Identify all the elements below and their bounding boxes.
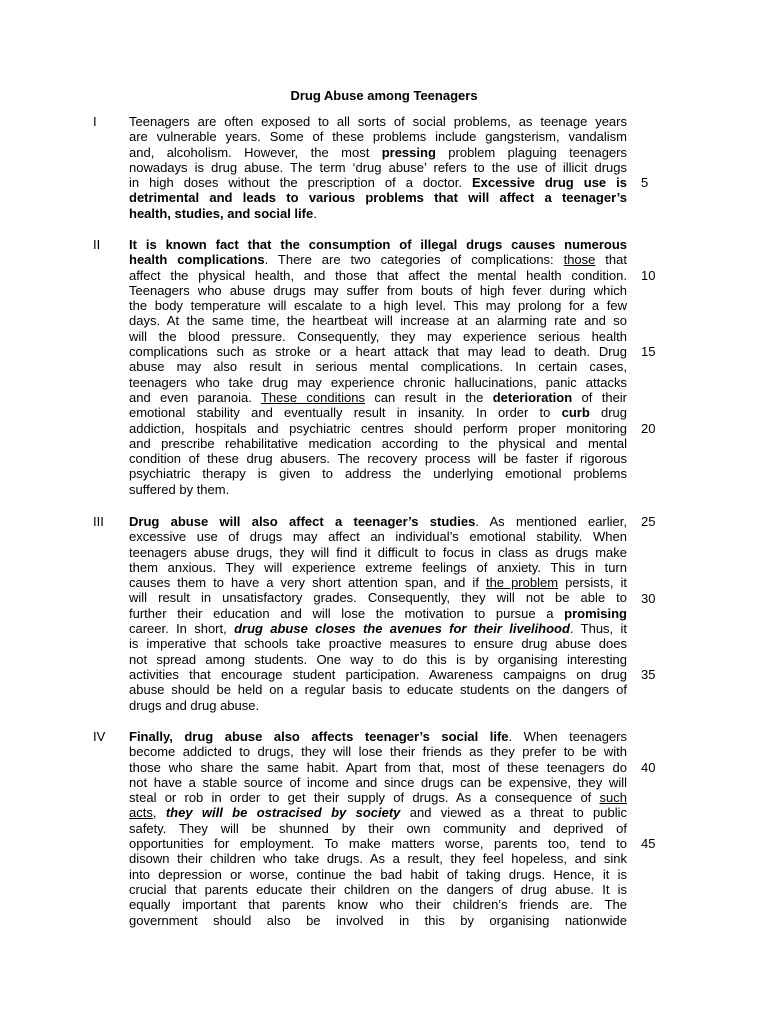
text-line: causes them to have a very short attention span, and if the problem persists, it bbox=[129, 575, 627, 591]
text-line: activities that encourage student participation. Awareness campaigns on drug bbox=[129, 666, 627, 682]
page-title: Drug Abuse among Teenagers bbox=[290, 88, 478, 103]
text-line: not have a stable source of income and since drugs can be expensive, they will bbox=[129, 774, 627, 790]
text-line: government should also be involved in this by organising nationwide bbox=[129, 912, 627, 928]
paragraph-text bbox=[129, 114, 627, 221]
paragraph-numeral: I bbox=[93, 114, 97, 129]
text-line: psychiatric therapy is given to address the underlying emotional problems bbox=[129, 466, 627, 482]
text-line: crucial that parents educate their children on the dangers of drug abuse. It is bbox=[129, 881, 627, 897]
text-line: will result in unsatisfactory grades. Consequently, they will not be able to bbox=[129, 590, 627, 606]
text-line: nowadays is drug abuse. The term ‘drug abuse’ refers to the use of illicit drugs bbox=[129, 159, 627, 175]
text-line: teenagers abuse drugs, they will find it difficult to focus in class as drugs make bbox=[129, 544, 627, 560]
text-line: in high doses without the prescription of a doctor. Excessive drug use is bbox=[129, 175, 627, 191]
line-number: 45 bbox=[641, 836, 656, 852]
text-line: will the blood pressure. Consequently, they may experience serious health bbox=[129, 328, 627, 344]
line-number: 20 bbox=[641, 420, 656, 436]
text-line: abuse should be held on a regular basis to educate students on the dangers of bbox=[129, 682, 627, 698]
text-line: and, alcoholism. However, the most pressing problem plaguing teenagers bbox=[129, 144, 627, 160]
text-line: safety. They will be shunned by their own community and deprived of bbox=[129, 820, 627, 836]
line-number: 25 bbox=[641, 514, 656, 529]
text-line: them anxious. They will experience extreme feelings of anxiety. This in turn bbox=[129, 559, 627, 575]
paragraph-numeral: II bbox=[93, 237, 101, 252]
text-line: addiction, hospitals and psychiatric centres should perform proper monitoring bbox=[129, 420, 627, 436]
text-line: acts, they will be ostracised by society and viewed as a threat to public bbox=[129, 805, 627, 821]
text-line: excessive use of drugs may affect an individual’s emotional stability. When bbox=[129, 529, 627, 545]
text-line: not spread among students. One way to do this is by organising interesting bbox=[129, 651, 627, 667]
text-line: Drug abuse will also affect a teenager’s studies. As mentioned earlier, bbox=[129, 514, 627, 529]
text-line: affect the physical health, and those that affect the mental health condition. bbox=[129, 267, 627, 283]
text-line: complications such as stroke or a heart attack that may lead to death. Drug bbox=[129, 344, 627, 360]
text-line: those who share the same habit. Apart from that, most of these teenagers do bbox=[129, 759, 627, 775]
text-line: steal or rob in order to get their supply of drugs. As a consequence of such bbox=[129, 790, 627, 806]
line-number: 5 bbox=[641, 175, 649, 191]
text-line: drugs and drug abuse. bbox=[129, 697, 260, 713]
paragraph-text bbox=[129, 237, 627, 497]
paragraph-text bbox=[129, 729, 627, 928]
line-number: 30 bbox=[641, 590, 656, 606]
text-line: and prescribe rehabilitative medication according to the physical and mental bbox=[129, 435, 627, 451]
text-line: health, studies, and social life. bbox=[129, 205, 317, 221]
paragraph-numeral: IV bbox=[93, 729, 106, 744]
text-line: further their education and will lose the motivation to pursue a promising bbox=[129, 605, 627, 621]
line-number: 35 bbox=[641, 667, 656, 682]
text-line: condition of these drug abusers. The recovery process will be faster if rigorous bbox=[129, 451, 627, 467]
text-line: It is known fact that the consumption of illegal drugs causes numerous bbox=[129, 237, 627, 252]
line-number: 15 bbox=[641, 344, 656, 360]
text-line: the body temperature will escalate to a high level. This may prolong for a few bbox=[129, 298, 627, 314]
text-line: Teenagers who abuse drugs may suffer from bouts of high fever during which bbox=[129, 282, 627, 298]
text-line: is imperative that schools take proactive measures to ensure drug abuse does bbox=[129, 636, 627, 652]
text-line: career. In short, drug abuse closes the avenues for their livelihood. Thus, it bbox=[129, 621, 627, 637]
text-line: teenagers who take drug may experience chronic hallucinations, panic attacks bbox=[129, 374, 627, 390]
text-line: and even paranoia. These conditions can result in the deterioration of their bbox=[129, 389, 628, 405]
text-line: days. At the same time, the heartbeat will increase at an alarming rate and so bbox=[129, 313, 627, 329]
text-line: disown their children who take drugs. As a result, they feel hopeless, and sink bbox=[129, 851, 627, 867]
text-line: suffered by them. bbox=[129, 481, 230, 497]
text-line: emotional stability and eventually result in insanity. In order to curb drug bbox=[129, 405, 627, 421]
paragraph-text bbox=[129, 514, 627, 713]
text-line: become addicted to drugs, they will lose their friends as they prefer to be with bbox=[129, 744, 627, 760]
text-line: health complications. There are two categories of complications: those that bbox=[129, 252, 627, 268]
text-line: Teenagers are often exposed to all sorts of social problems, as teenage years bbox=[129, 114, 627, 129]
text-line: are vulnerable years. Some of these problems include gangsterism, vandalism bbox=[129, 129, 627, 145]
text-line: detrimental and leads to various problems that will affect a teenager’s bbox=[129, 190, 627, 206]
text-line: equally important that parents know who their children’s friends are. The bbox=[129, 897, 627, 913]
text-line: abuse may also result in serious mental complications. In certain cases, bbox=[129, 359, 627, 375]
text-line: into depression or worse, continue the bad habit of taking drugs. Hence, it is bbox=[129, 866, 627, 882]
text-line: opportunities for employment. To make matters worse, parents too, tend to bbox=[129, 836, 627, 852]
line-number: 40 bbox=[641, 759, 656, 775]
paragraph-numeral: III bbox=[93, 514, 104, 529]
text-line: Finally, drug abuse also affects teenager’s social life. When teenagers bbox=[129, 729, 627, 744]
line-number: 10 bbox=[641, 267, 656, 283]
